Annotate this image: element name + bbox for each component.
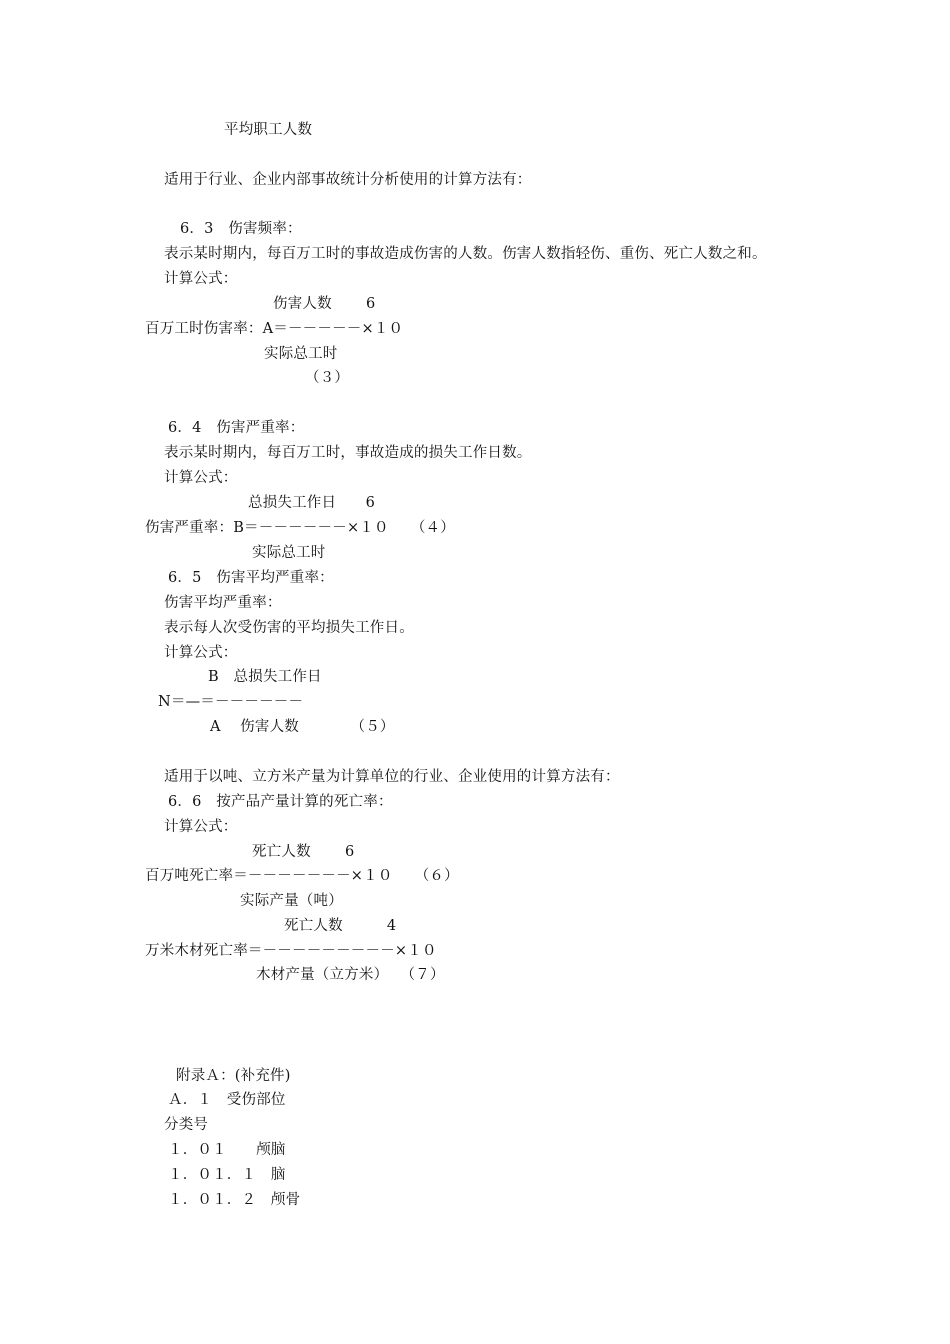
formula-7-numerator: 死亡人数 4 [284,918,397,934]
appendix-row: １．０１．２ 颅骨 [168,1192,301,1208]
section-6-4-heading: 6．4 伤害严重率： [168,420,305,436]
section-6-3-formula-label: 计算公式： [164,271,238,287]
appendix-a1-heading: Ａ．１ 受伤部位 [168,1092,286,1108]
formula-3-number: （３） [305,370,350,386]
section-6-6-formula-label: 计算公式： [164,819,238,835]
formula-6-denominator: 实际产量（吨） [240,893,343,909]
formula-4-equation: 伤害严重率：B＝－－－－－－×１０ （４） [145,520,455,536]
section-6-6-intro: 适用于以吨、立方米产量为计算单位的行业、企业使用的计算方法有： [164,769,620,785]
section-6-6-heading: 6．6 按产品产量计算的死亡率： [168,794,393,810]
denominator-label: 平均职工人数 [224,122,313,138]
section-6-5-heading: 6．5 伤害平均严重率： [168,570,334,586]
formula-5-denominator: A 伤害人数 （５） [210,719,395,735]
section-6-3-desc: 表示某时期内，每百万工时的事故造成伤害的人数。伤害人数指轻伤、重伤、死亡人数之和。 [164,246,767,262]
appendix-row: １．０１．１ 脑 [168,1167,286,1183]
formula-3-numerator: 伤害人数 6 [273,296,376,312]
formula-7-denominator: 木材产量（立方米） （７） [256,967,445,983]
formula-5-equation: N＝—＝－－－－－－ [158,694,304,710]
intro-text: 适用于行业、企业内部事故统计分析使用的计算方法有： [164,172,532,188]
formula-3-denominator: 实际总工时 [264,346,338,362]
appendix-row: １．０１ 颅脑 [168,1142,286,1158]
classification-number-label: 分类号 [164,1117,209,1133]
formula-6-equation: 百万吨死亡率＝－－－－－－－×１０ （６） [145,868,459,884]
appendix-title: 附录Ａ：(补充件) [176,1068,291,1084]
section-6-3-heading: 6．3 伤害频率： [180,221,302,237]
formula-5-numerator: B 总损失工作日 [208,669,322,685]
section-6-5-formula-label: 计算公式： [164,645,238,661]
section-6-4-formula-label: 计算公式： [164,470,238,486]
formula-7-equation: 万米木材死亡率＝－－－－－－－－－×１０ [145,943,437,959]
formula-4-denominator: 实际总工时 [252,545,326,561]
section-6-5-desc: 表示每人次受伤害的平均损失工作日。 [164,620,414,636]
formula-4-numerator: 总损失工作日 6 [248,495,376,511]
formula-3-equation: 百万工时伤害率：A＝－－－－－×１０ [145,321,404,337]
section-6-4-desc: 表示某时期内，每百万工时，事故造成的损失工作日数。 [164,445,532,461]
section-6-5-subheading: 伤害平均严重率： [164,595,282,611]
formula-6-numerator: 死亡人数 6 [252,844,355,860]
